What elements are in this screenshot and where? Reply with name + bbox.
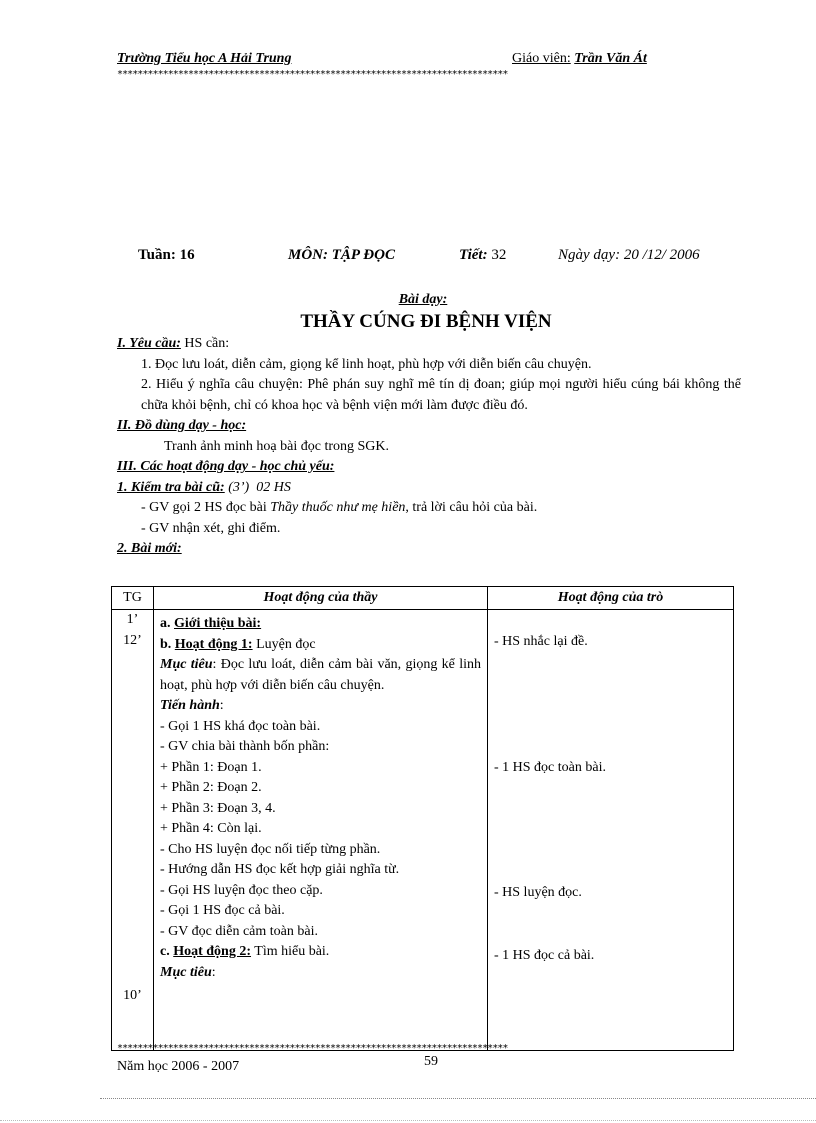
step-item: + Phần 4: Còn lại. (160, 821, 262, 836)
step-item: + Phần 2: Đoạn 2. (160, 780, 262, 795)
lesson-label: Bài dạy: (398, 292, 448, 307)
header-student: Hoạt động của trò (488, 587, 734, 610)
time-2: 12’ (123, 633, 142, 648)
act2-line (160, 942, 481, 963)
student-item: - 1 HS đọc cả bài. (494, 948, 595, 963)
check-count: 02 HS (256, 479, 291, 495)
check-time: (3’) (228, 479, 250, 495)
subject-info (288, 247, 395, 264)
page-number: 59 (424, 1054, 438, 1069)
step-item: - GV đọc diễn cảm toàn bài. (160, 923, 318, 939)
footer-star-divider: ***************************************************************************** (117, 1044, 508, 1054)
lesson-title: THẦY CÚNG ĐI BỆNH VIỆN (300, 311, 552, 332)
date-value: 20 /12/ 2006 (623, 247, 700, 263)
intro-label: Giới thiệu bài: (174, 616, 262, 631)
goal2-colon: : (211, 964, 216, 980)
student-item: - 1 HS đọc toàn bài. (494, 760, 606, 775)
act2-prefix: c. (160, 944, 170, 959)
activities-heading: III. Các hoạt động dạy - học chủ yếu: (117, 459, 335, 474)
act1-text: Luyện đọc (256, 636, 316, 652)
requirements-heading-line (117, 334, 741, 355)
lesson-body (117, 334, 741, 560)
header-star-divider: ***************************************************************************** (117, 70, 508, 80)
table-header-row (112, 587, 734, 610)
period-value: 32 (491, 247, 507, 263)
new-lesson-heading: 2. Bài mới: (117, 541, 182, 556)
teacher-name: Trần Văn Át (574, 51, 647, 66)
subject-label: MÔN: (288, 247, 328, 263)
student-item: - HS nhắc lại đề. (494, 634, 588, 649)
proc-colon: : (219, 698, 224, 713)
materials-heading: II. Đồ dùng dạy - học: (117, 418, 247, 433)
step-item: - Gọi 1 HS đọc cả bài. (160, 903, 285, 918)
requirement-1: 1. Đọc lưu loát, diễn cảm, giọng kể linh hoạt, phù hợp với diễn biến câu chuyện. (141, 356, 592, 372)
table-row (112, 610, 734, 1051)
check-line-1 (117, 498, 741, 519)
requirement-2: 2. Hiểu ý nghĩa câu chuyện: Phê phán suy nghĩ mê tín dị đoan; giúp mọi người hiểu cúng bái không thể chữa khỏi bệnh, chỉ có khoa học và bệnh viện mới làm được điều đó. (141, 377, 741, 413)
intro-line (160, 614, 481, 635)
week-value: 16 (179, 247, 195, 263)
page-border-dotted (100, 1098, 816, 1100)
check-heading: 1. Kiểm tra bài cũ: (117, 479, 225, 495)
period-info (459, 247, 506, 264)
goal2-label: Mục tiêu (160, 964, 212, 980)
time-cell (112, 610, 154, 1051)
materials-text: Tranh ảnh minh hoạ bài đọc trong SGK. (164, 438, 390, 454)
check-story-title: Thầy thuốc như mẹ hiền (270, 500, 406, 515)
activity-table (111, 586, 734, 1051)
goal-text: : Đọc lưu loát, diễn cảm bài văn, giọng kể linh hoạt, phù hợp với diễn biến câu chuyện. (160, 657, 481, 693)
proc-line (160, 696, 481, 717)
header-teacher: Hoạt động của thầy (154, 587, 488, 610)
requirements-heading: I. Yêu cầu: (117, 336, 181, 351)
step-item: - Gọi 1 HS khá đọc toàn bài. (160, 718, 321, 734)
step-item: - Cho HS luyện đọc nối tiếp từng phần. (160, 841, 381, 857)
step-item: + Phần 3: Đoạn 3, 4. (160, 800, 276, 816)
intro-prefix: a. (160, 616, 171, 631)
header-tg: TG (112, 587, 154, 610)
act1-prefix: b. (160, 636, 172, 652)
teacher-info (512, 51, 647, 67)
student-activity-cell (488, 610, 734, 1051)
step-item: + Phần 1: Đoạn 1. (160, 759, 262, 775)
check-heading-line (117, 478, 741, 499)
step-item: - Gọi HS luyện đọc theo cặp. (160, 882, 323, 898)
subject-value: TẬP ĐỌC (331, 247, 395, 263)
requirements-intro: HS cần: (184, 336, 230, 351)
date-info (558, 247, 700, 264)
time-1: 1’ (126, 612, 139, 627)
check-1c: , trả lời câu hỏi của bài. (405, 500, 538, 515)
proc-label: Tiến hành (160, 698, 220, 713)
teacher-activity-cell (154, 610, 488, 1051)
goal-line (160, 655, 481, 696)
school-name: Trường Tiểu học A Hải Trung (117, 51, 292, 66)
goal-label: Mục tiêu (160, 657, 213, 672)
page-edge-dotted (0, 1120, 816, 1122)
student-item: - HS luyện đọc. (494, 885, 582, 900)
date-label: Ngày dạy: (558, 247, 621, 263)
time-3: 10’ (123, 988, 142, 1003)
period-label: Tiết: (459, 247, 488, 263)
week-label: Tuần: (138, 247, 176, 263)
act1-line (160, 635, 481, 656)
step-item: - Hướng dẫn HS đọc kết hợp giải nghĩa từ. (160, 862, 400, 877)
act2-label: Hoạt động 2: (173, 944, 252, 959)
act1-label: Hoạt động 1: (174, 636, 253, 652)
goal2-line (160, 963, 481, 984)
teacher-label: Giáo viên: (512, 51, 571, 66)
check-1a: - GV gọi 2 HS đọc bài (141, 500, 267, 515)
week-info (138, 247, 195, 264)
act2-text: Tìm hiểu bài. (254, 944, 330, 959)
school-year: Năm học 2006 - 2007 (117, 1059, 240, 1074)
check-line-2: - GV nhận xét, ghi điểm. (141, 520, 281, 536)
step-item: - GV chia bài thành bốn phần: (160, 739, 330, 754)
